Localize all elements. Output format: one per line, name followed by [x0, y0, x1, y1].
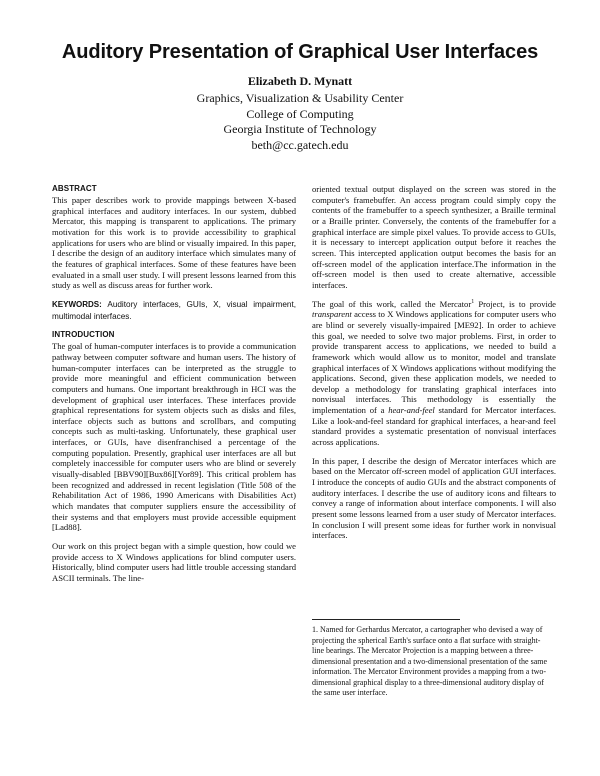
keywords — [52, 299, 296, 322]
emphasis-hear-and-feel: hear-and-feel — [388, 405, 435, 416]
paper-title: Auditory Presentation of Graphical User Interfaces — [61, 41, 539, 63]
left-column — [52, 184, 296, 592]
emphasis-transparent: transparent — [312, 309, 352, 320]
introduction-paragraph-1: The goal of human-computer interfaces is to provide a communication pathway between computer software and human users. The history of human-computer interfaces can be interpreted as the struggle to provide more meaningful and efficient communication between computers and humans. One important breakthrough in HCI was the development of graphical user interfaces. These interfaces provide graphical representations for system objects such as disks and files, interface objects such as buttons and scrollbars, and computing concepts such as multi-tasking. Unfortunately, these graphical user interfaces, or GUIs, have disenfranchised a percentage of the computing population. Presently, graphical user interfaces are all but completely inaccessible for computer users who are blind or severely visually-disabled [BBV90][Bux86][Yor89]. This critical problem has been recognized and addressed in recent legislation (Title 508 of the Rehabilitation Act of 1986, 1990 Americans with Disabilities Act) which mandates that computer suppliers ensure the accessibility of their systems and that employers must provide accessible equipment [Lad88]. — [52, 341, 296, 533]
introduction-heading: INTRODUCTION — [52, 330, 115, 340]
footnote — [312, 625, 548, 699]
abstract-text: This paper describes work to provide mappings between X-based graphical interfaces and auditory interfaces. In our system, dubbed Mercator, this mapping is transparent to applications. The primary motivation for this work is to provide accessibility to graphical applications for users who are blind or visually impaired. In this paper, I describe the design of an auditory interface which simulates many of the features of graphical interfaces. Some of these features have been evaluated in a small user study. I will present lessons learned from this study as well as discuss areas for further work. — [52, 195, 296, 291]
author-name: Elizabeth D. Mynatt — [247, 74, 353, 88]
paragraph-text: access to X Windows applications for computer users who are blind or severely visually-impaired [ME92]. In order to achieve this goal, we needed to solve two major problems. First, in order to provide transparent access to applications, we needed to build a framework which would allow us to monitor, model and translate graphical interfaces of X Windows applications without modifying the applications. Second, given these application models, we needed to develop a methodology for translating graphical interfaces into nonvisual interfaces. This methodology is essentially the implementation of a — [312, 309, 556, 416]
paragraph-text: The goal of this work, called the Mercator — [312, 298, 472, 309]
right-column — [312, 184, 556, 549]
paragraph-text: Project, is to provide — [474, 298, 556, 309]
keywords-text: Auditory interfaces, GUIs, X, visual impairment, multimodal interfaces. — [52, 299, 296, 321]
keywords-label: KEYWORDS: — [52, 299, 102, 309]
introduction-paragraph-2: Our work on this project began with a simple question, how could we provide access to X Windows applications for blind computer users. Historically, blind computer users had little trouble accessing standard ASCII terminals. The line- — [52, 541, 296, 583]
right-paragraph-1: oriented textual output displayed on the screen was stored in the computer's framebuffer. An access program could simply copy the contents of the framebuffer to a speech synthesizer, a Braille terminal or a Braille printer. Conversely, the contents of the framebuffer for a graphical interface are simple pixel values. To provide access to GUIs, it is necessary to intercept application output before it reaches the screen. This intercepted application output becomes the basis for an off-screen model of the application interface.The information in the off-screen model is then used to create alternative, accessible interfaces. — [312, 184, 556, 290]
footnote-rule — [312, 619, 460, 620]
affiliation-college: College of Computing — [246, 106, 354, 121]
footnote-text: 1. Named for Gerhardus Mercator, a cartographer who devised a way of projecting the spherical Earth's surface onto a flat surface with straight-line bearings. The Mercator Projection is a mapping between a three-dimensional presentation and a two-dimensional presentation of the same information. The Mercator Environment provides a mapping from a two-dimensional graphical display to a three-dimensional auditory display of the same user interface. — [312, 625, 548, 698]
author-email: beth@cc.gatech.edu — [251, 137, 349, 152]
affiliation-institute: Georgia Institute of Technology — [223, 122, 377, 136]
abstract-heading: ABSTRACT — [52, 184, 97, 193]
paragraph-text: standard for Mercator interfaces. Like a look-and-feel standard for graphical interfaces, a hear-and feel standard provides a systematic presentation of nonvisual interfaces across applications. — [312, 405, 556, 448]
right-paragraph-3: In this paper, I describe the design of Mercator interfaces which are based on the Mercator off-screen model of application GUI interfaces. I introduce the concepts of audio GUIs and the abstract components of auditory interfaces. I describe the use of auditory icons and filtears to convey a range of information about interface components. I will also present some lessons learned from a user study of Mercator interfaces. In conclusion I will present some ideas for further work in nonvisual interfaces. — [312, 455, 556, 541]
author-affiliation — [0, 91, 600, 153]
affiliation-center: Graphics, Visualization & Usability Center — [196, 91, 404, 105]
footnote-marker: 1 — [471, 298, 475, 305]
right-paragraph-2 — [312, 299, 556, 448]
